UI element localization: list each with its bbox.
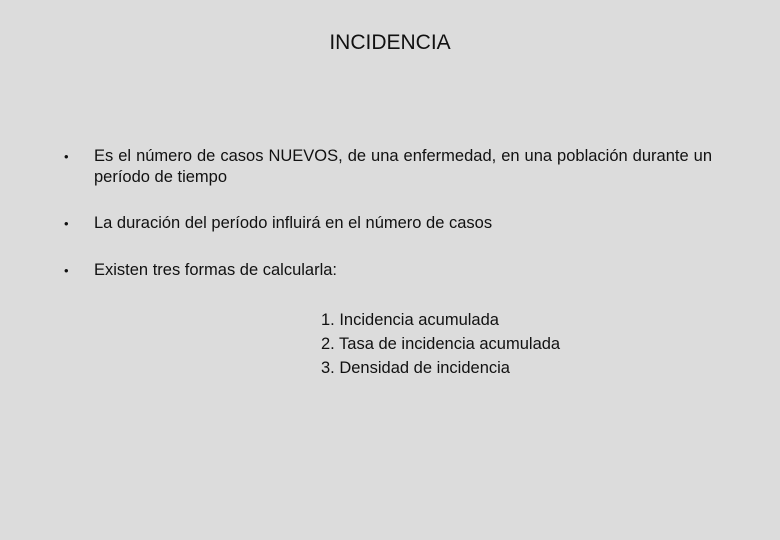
bullet-text: Existen tres formas de calcularla: [94, 261, 338, 279]
bullet-marker: • [64, 149, 69, 164]
method-item-incidence-density: 3. Densidad de incidencia [321, 359, 510, 377]
bullet-text: Es el número de casos NUEVOS, de una enfermedad, en una población durante un período de tiempo [94, 147, 712, 186]
bullet-marker: • [64, 263, 69, 278]
bullet-text: La duración del período influirá en el número de casos [94, 214, 493, 232]
method-list [321, 308, 560, 380]
method-item-cumulative-incidence-rate: 2. Tasa de incidencia acumulada [321, 335, 561, 353]
bullet-marker: • [64, 216, 69, 231]
slide-title: INCIDENCIA [329, 31, 451, 54]
method-item-cumulative-incidence: 1. Incidencia acumulada [321, 311, 499, 329]
